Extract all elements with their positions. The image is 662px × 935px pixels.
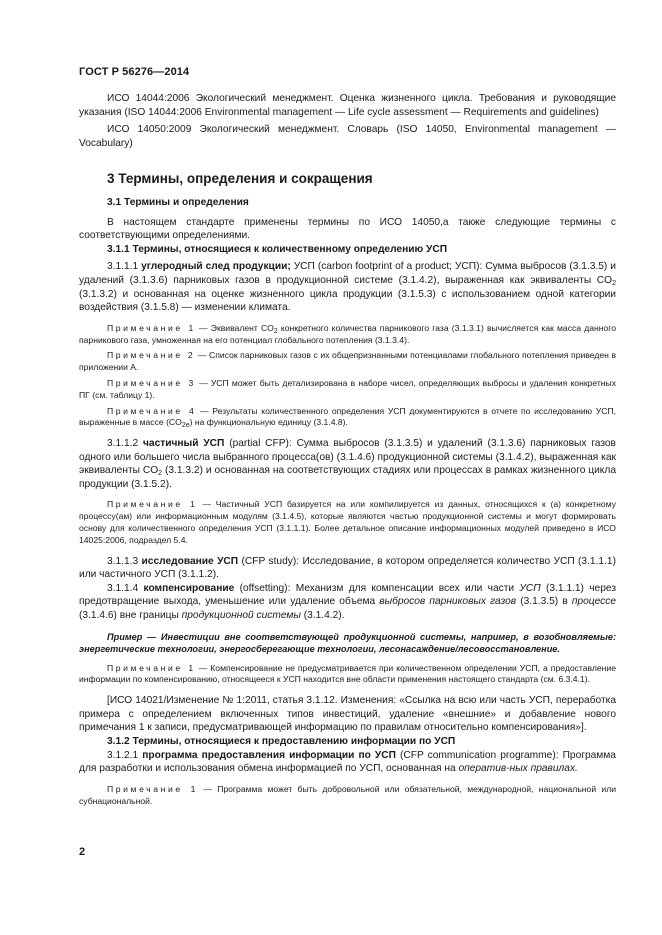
note-text: — Список парниковых газов с их общепризнанными потенциалами глобального потепления приведен в приложении А.: [79, 350, 617, 373]
note-text: — Эквивалент CO: [199, 322, 274, 333]
note-text: — УСП может быть детализирована в наборе чисел, определяющих выбросы и удаления конкретных ПГ (см. таблицу 1).: [79, 377, 617, 400]
term-ref: продукционной системы: [181, 610, 301, 622]
term-definition: УСП (carbon footprint of a product; УСП): Сумма выбросов (3.1.3.5) и удалений (3.1.3.6) парниковых газов в продукционной системе (3.1.4.2), выраженная как эквиваленты CO: [79, 261, 616, 286]
term-definition: (3.1.1.1) через предотвращение выхода, уменьшение или удаление объема: [79, 582, 616, 608]
term-ref: процессе: [571, 596, 617, 608]
reference-iso-14050: ИСО 14050:2009 Экологический менеджмент. Словарь (ISO 14050, Environmental management — Vocabulary): [79, 124, 616, 149]
term-ref: оператив-ных правилах.: [458, 763, 578, 775]
term-3-1-2-1: [79, 749, 616, 776]
term-definition: (CFP study): Исследование, в котором определяется количество УСП (3.1.1.1) или частичного УСП (3.1.1.2).: [79, 555, 616, 581]
term-ref: УСП: [519, 582, 541, 594]
note-text: — Компенсирование не предусматривается при количественном определении УСП, а предоставление информации по компенсированию, относящееся к УСП находится вне области применения настоящего стандарта (см. 6.3.4.1).: [79, 662, 617, 685]
note-text-cont: конкретного количества парникового газа (3.1.3.1) вычисляется как масса данного парникового газа, умноженная на его потенциал глобального потепления (3.1.3.4).: [79, 322, 617, 345]
term-name: исследование УСП: [141, 555, 239, 567]
term-number: 3.1.1.2: [107, 438, 139, 450]
term-number: 3.1.1.1: [107, 261, 139, 273]
note-1-programme: [79, 784, 616, 808]
reference-iso-14044: ИСО 14044:2006 Экологический менеджмент. Оценка жизненного цикла. Требования и руководящие указания (ISO 14044:2006 Environmental management — Life cycle assessment — Requirements and guidelines): [79, 93, 616, 118]
term-definition: (3.1.4.6) вне границы: [79, 610, 182, 622]
note-label: Примечание 3: [107, 377, 196, 388]
note-label: Примечание 1: [107, 662, 196, 673]
note-4: Примечание 4 — Результаты количественного определения УСП документируются в отчете по исследованию УСП, выраженные в массе $(CO_{2e})$ на функциональную единицу (3.1.4.8).: [79, 405, 617, 430]
note-text: — Результаты количественного определения УСП документируются в отчете по исследованию УСП, выраженные в массе (CO: [79, 405, 617, 428]
note-3: [79, 378, 616, 402]
section-3-title: 3 Термины, определения и сокращения: [107, 171, 373, 187]
term-number: 3.1.2.1: [107, 749, 139, 761]
note-2: [79, 350, 616, 374]
term-definition: (CFP communication programme): Программа для разработки и использования обмена информацией по УСП, основанная на: [79, 749, 616, 775]
subsection-3-1-1-title: 3.1.1 Термины, относящиеся к количественному определению УСП: [107, 243, 448, 255]
note-1-offsetting: [79, 663, 616, 687]
note-label: Примечание 4: [107, 405, 197, 416]
term-name: программа предоставления информации по УСП: [142, 749, 396, 761]
term-3-1-1-2: 3.1.1.2 частичный УСП (partial CFP): Сумма выбросов (3.1.3.5) и удалений (3.1.3.6) парниковых газов одного или большего числа выбранного процесса(ов) (3.1.4.6) продукционной системы (3.1.4.2), выраженная как эквиваленты $CO_2$ (3.1.3.2) и основанная на соответствующих стадиях или процессах в рамках жизненного цикла продукции (3.1.5.2).: [79, 438, 616, 490]
note-label: Примечание 1: [107, 499, 198, 510]
term-number: 3.1.1.4: [107, 582, 139, 594]
term-name: компенсирование: [143, 582, 235, 594]
term-3-1-1-3: [79, 555, 616, 582]
note-label: Примечание 1: [107, 783, 199, 794]
term-definition-cont: (3.1.3.2) и основанная на оценке жизненного цикла продукции (3.1.5.3) с использованием одной категории воздействия (3.1.5.8) — изменении климата.: [79, 288, 616, 314]
subsection-3-1-title: 3.1 Термины и определения: [107, 196, 249, 208]
term-3-1-1-4: [79, 582, 616, 623]
term-definition: (offsetting): Механизм для компенсации всех или части: [239, 582, 520, 594]
note-1: Примечание 1 — Эквивалент $CO_2$ конкретного количества парникового газа (3.1.3.1) вычисляется как масса данного парникового газа, умноженная на его потенциал глобального потепления (3.1.3.4).: [79, 322, 617, 345]
term-definition: (partial CFP): Сумма выбросов (3.1.3.5) и удалений (3.1.3.6) парниковых газов одного или большего числа выбранного процесса(ов) (3.1.4.6) продукционной системы (3.1.4.2), выраженная как эквиваленты CO: [79, 438, 616, 477]
section-intro: В настоящем стандарте применены термины по ИСО 14050,а также следующие термины с соответствующими определениями.: [79, 216, 616, 242]
document-code-header: ГОСТ Р 56276—2014: [79, 66, 190, 78]
term-name: углеродный след продукции;: [141, 261, 291, 273]
term-3-1-1-1: 3.1.1.1 углеродный след продукции; УСП (carbon footprint of a product; УСП): Сумма выбросов (3.1.3.5) и удалений (3.1.3.6) парниковых газов в продукционной системе (3.1.4.2), выраженная как эквиваленты $CO_2$ (3.1.3.2) и основанная на оценке жизненного цикла продукции (3.1.5.3) с использованием одной категории воздействия (3.1.5.8) — изменении климата.: [79, 261, 616, 314]
note-text: — Частичный УСП базируется на или компилируется из данных, относящихся к (а) конкретному процессу(ам) или информационным модулям (3.1.4.5), которые являются частью продукционной системы и могут формировать основу для количественного определения УСП (3.1.1.1). Более детальное описание информационных модулей приведено в ИСО 14025:2006, подраздел 5.4.: [79, 499, 616, 545]
example-offsetting: Пример — Инвестиции вне соответствующей продукционной системы, например, в возобновляемые: энергетические технологии, энергосберегающие технологии, лесонасаждение/лесовосстановление.: [79, 631, 616, 654]
term-definition: (3.1.3.5) в: [516, 596, 572, 608]
term-definition-cont: (3.1.3.2) и основанная на соответствующих стадиях или процессах в рамках жизненного цикла продукции (3.1.5.2).: [79, 465, 616, 490]
note-label: Примечание 2: [107, 350, 196, 361]
term-number: 3.1.1.3: [107, 555, 139, 567]
term-definition: (3.1.4.2).: [300, 610, 345, 622]
term-ref: выбросов парниковых газов: [379, 596, 517, 608]
note-text: — Программа может быть добровольной или обязательной, международной, национальной или субнациональной.: [79, 783, 617, 806]
note-1-partial: [79, 499, 616, 546]
note-label: Примечание 1: [107, 322, 196, 333]
document-body: [79, 92, 616, 807]
page-number: 2: [79, 846, 86, 858]
amendment-reference: [ИСО 14021/Изменение № 1:2011, статья 3.1.12. Изменения: «Ссылка на всю или часть УСП, переработка примера с определением включенных типов инвестиций, удаление «внешние» и добавление нового примечания 1 к записи, предусматривающей информацию по правилам относительно компенсирования»].: [79, 695, 616, 734]
term-name: частичный УСП: [142, 438, 225, 450]
note-text-cont: ) на функциональную единицу (3.1.4.8).: [189, 417, 348, 428]
subsection-3-1-2-title: 3.1.2 Термины, относящиеся к предоставлению информации по УСП: [107, 736, 456, 747]
